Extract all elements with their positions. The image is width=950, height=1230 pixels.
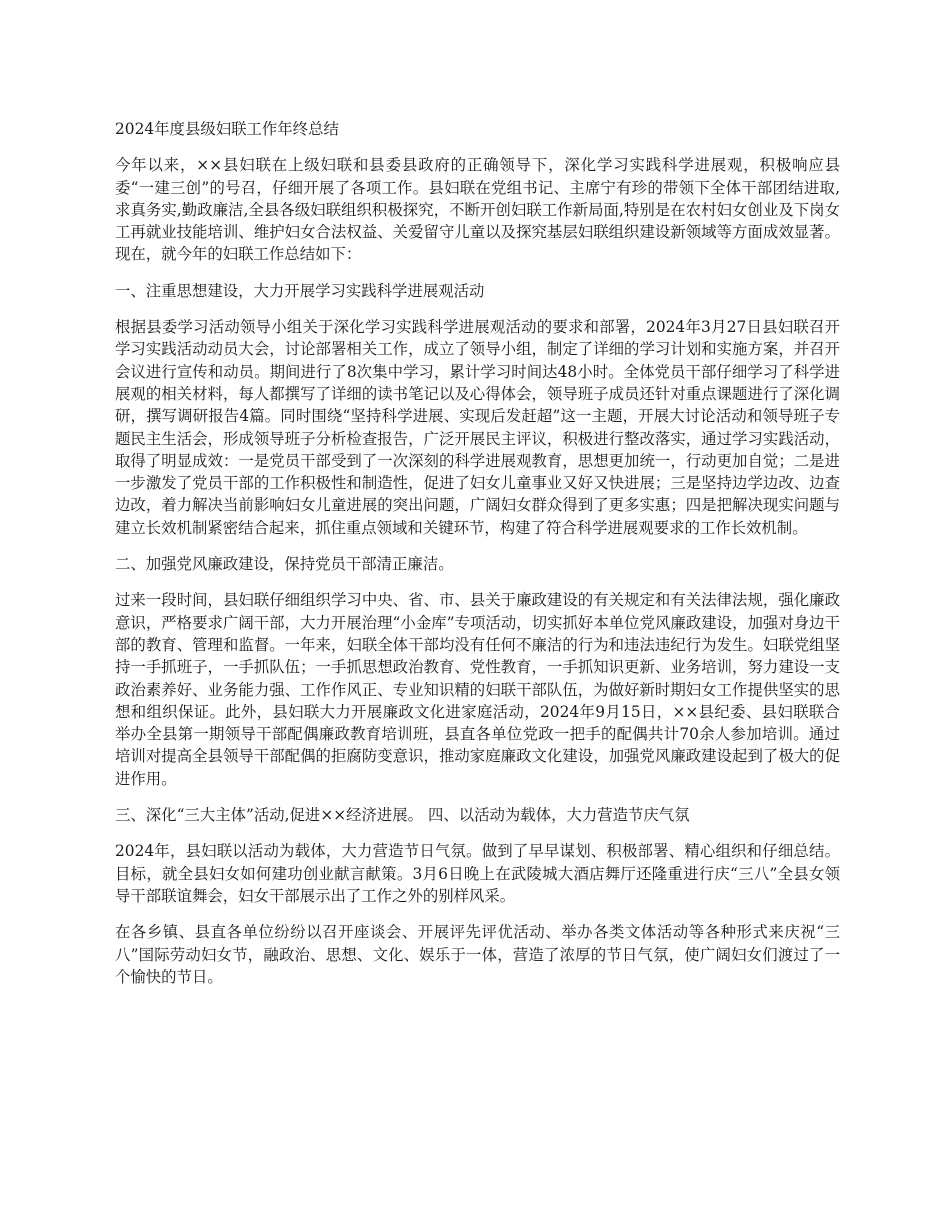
section-4-paragraph-2: 在各乡镇、县直各单位纷纷以召开座谈会、开展评先评优活动、举办各类文体活动等各种形式来庆祝“三八”国际劳动妇女节，融政治、思想、文化、娱乐于一体，营造了浓厚的节日气氛，使广阔妇女们渡过了一个愉快的节日。 [115, 923, 840, 986]
intro-paragraph: 今年以来，××县妇联在上级妇联和县委县政府的正确领导下，深化学习实践科学进展观，积极响应县委“一建三创”的号召，仔细开展了各项工作。县妇联在党组书记、主席宁有珍的带领下全体干部团结进取,求真务实,勤政廉洁,全县各级妇联组织积极探究，不断开创妇联工作新局面,特别是在农村妇女创业及下岗女工再就业技能培训、维护妇女合法权益、关爱留守儿童以及探究基层妇联组织建设新领域等方面成效显著。现在，就今年的妇联工作总结如下： [115, 156, 840, 264]
section-heading-2: 二、加强党风廉政建设，保持党员干部清正廉洁。 [115, 555, 454, 574]
section-heading-3-4: 三、深化“三大主体”活动,促进××经济进展。 四、以活动为载体，大力营造节庆气氛 [115, 806, 690, 825]
section-1-paragraph: 根据县委学习活动领导小组关于深化学习实践科学进展观活动的要求和部署，2024年3月27日县妇联召开学习实践活动动员大会，讨论部署相关工作，成立了领导小组，制定了详细的学习计划和实施方案，并召开会议进行宣传和动员。期间进行了8次集中学习，累计学习时间达48小时。全体党员干部仔细学习了科学进展观的相关材料，每人都撰写了详细的读书笔记以及心得体会，领导班子成员还针对重点课题进行了深化调研，撰写调研报告4篇。同时围绕“坚持科学进展、实现后发赶超”这一主题，开展大讨论活动和领导班子专题民主生活会，形成领导班子分析检查报告，广泛开展民主评议，积极进行整改落实，通过学习实践活动，取得了明显成效：一是党员干部受到了一次深刻的科学进展观教育，思想更加统一，行动更加自觉；二是进一步激发了党员干部的工作积极性和制造性，促进了妇女儿童事业又好又快进展；三是坚持边学边改、边查边改，着力解决当前影响妇女儿童进展的突出问题，广阔妇女群众得到了更多实惠；四是把解决现实问题与建立长效机制紧密结合起来，抓住重点领域和关键环节，构建了符合科学进展观要求的工作长效机制。 [115, 318, 840, 537]
section-2-paragraph: 过来一段时间，县妇联仔细组织学习中央、省、市、县关于廉政建设的有关规定和有关法律法规，强化廉政意识，严格要求广阔干部，大力开展治理“小金库”专项活动，切实抓好本单位党风廉政建设，加强对身边干部的教育、管理和监督。一年来，妇联全体干部均没有任何不廉洁的行为和违法违纪行为发生。妇联党组坚持一手抓班子，一手抓队伍；一手抓思想政治教育、党性教育，一手抓知识更新、业务培训，努力建设一支政治素养好、业务能力强、工作作风正、专业知识精的妇联干部队伍，为做好新时期妇女工作提供坚实的思想和组织保证。此外，县妇联大力开展廉政文化进家庭活动，2024年9月15日，××县纪委、县妇联联合举办全县第一期领导干部配偶廉政教育培训班，县直各单位党政一把手的配偶共计70余人参加培训。通过培训对提高全县领导干部配偶的拒腐防变意识，推动家庭廉政文化建设，加强党风廉政建设起到了极大的促进作用。 [115, 591, 840, 788]
section-4-paragraph-1: 2024年，县妇联以活动为载体，大力营造节日气氛。做到了早早谋划、积极部署、精心组织和仔细总结。目标，就全县妇女如何建功创业献言献策。3月6日晚上在武陵城大酒店舞厅还隆重进行庆“三八”全县女领导干部联谊舞会，妇女干部展示出了工作之外的别样风采。 [115, 842, 840, 905]
document-page [115, 118, 840, 1002]
section-heading-1: 一、注重思想建设，大力开展学习实践科学进展观活动 [115, 281, 485, 300]
document-title: 2024年度县级妇联工作年终总结 [115, 120, 339, 138]
